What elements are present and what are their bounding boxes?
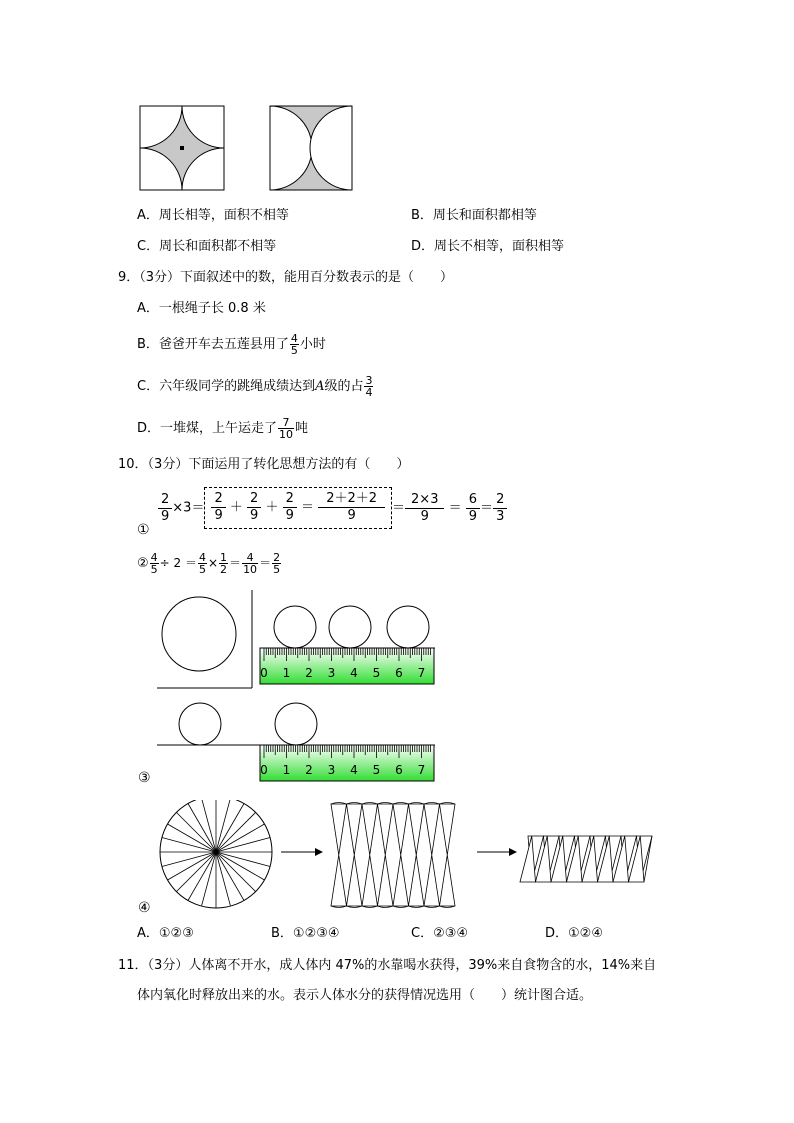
e1-c: [283, 491, 297, 524]
e1-p-den: 9: [420, 508, 429, 524]
sector-piece: [440, 855, 456, 906]
rearranged-sectors-short: [520, 836, 652, 882]
e1-c-den: 9: [285, 508, 294, 523]
sector-piece: [378, 855, 394, 906]
q10-label-3: ③: [138, 770, 151, 786]
e2-c-den: 2: [220, 563, 228, 576]
ruler-label: 1: [282, 763, 291, 777]
q10-label-4: ④: [138, 900, 151, 916]
e2-d-num: 4: [242, 552, 258, 564]
ruler-label: 4: [350, 763, 358, 777]
sector-piece: [362, 804, 378, 855]
q10-figure-3: [150, 588, 442, 788]
ruler-label: 7: [417, 666, 426, 680]
q9-stem: 9．（3分）下面叙述中的数，能用百分数表示的是（ ）: [118, 270, 454, 285]
e1-a: [211, 491, 225, 524]
ruler-label: 0: [260, 666, 268, 680]
e2-c: [219, 552, 228, 575]
e1-p: [405, 492, 444, 525]
e1-a-den: 9: [214, 508, 223, 523]
q10-expr2: [137, 548, 282, 579]
e2-a-num: 4: [150, 551, 158, 564]
e1-c-num: 2: [283, 491, 297, 508]
q11-line-1: 11．（3分）人体离不开水，成人体内 47%的水靠喝水获得，39%来自食物含的水，14%来自: [118, 958, 657, 973]
q8-option-a[interactable]: A．周长相等，面积不相等: [137, 208, 289, 223]
small-circle-3: [387, 606, 429, 648]
ruler-label: 4: [350, 666, 358, 680]
e2-b-den: 5: [198, 563, 206, 576]
e1-eq4: ＝: [480, 500, 494, 516]
e2-eq2: ＝: [259, 556, 272, 570]
sector-piece: [378, 804, 394, 855]
sector-piece: [362, 855, 378, 906]
ruler-label: 5: [372, 666, 381, 680]
q9-d-pre: D．一堆煤，上午运走了: [137, 421, 278, 436]
q9-d-fraction: [278, 417, 294, 440]
q9-c-fraction: [364, 375, 373, 398]
q9-option-a[interactable]: A．一根绳子长 0.8 米: [137, 301, 266, 316]
e1-r-num: 6: [466, 492, 480, 509]
small-circle-1: [274, 606, 316, 648]
e1-b: [247, 491, 261, 524]
small-circle-2: [329, 606, 371, 648]
sector-piece: [331, 855, 347, 906]
q9-d-post: 吨: [295, 421, 309, 436]
ruler-label: 6: [395, 666, 403, 680]
e2-a-den: 5: [150, 563, 158, 576]
ruler-label: 0: [260, 763, 268, 777]
sector-piece: [347, 855, 363, 906]
q10-figure-4: [155, 800, 665, 920]
e2-a: [150, 552, 159, 575]
e2-e: [272, 552, 281, 575]
sector-circle: [160, 800, 272, 908]
q9-c-var: A: [315, 379, 325, 394]
e1-s: [493, 492, 507, 525]
q9-c-den: 4: [365, 386, 373, 399]
q9-option-b[interactable]: [137, 330, 326, 360]
e2-times: ×: [207, 556, 219, 570]
q10-option-b[interactable]: B．①②③④: [271, 926, 340, 941]
ruler-label: 6: [395, 763, 403, 777]
e1-eq1: ＝: [301, 500, 315, 515]
sector-piece: [409, 804, 425, 855]
e1-eq3: ＝: [448, 500, 462, 516]
q10-label-1: ①: [137, 522, 150, 538]
e1-b-den: 9: [250, 508, 259, 523]
e1-f1-den: 9: [161, 508, 170, 524]
q9-b-pre: B．爸爸开车去五莲县用了: [137, 337, 289, 352]
q9-option-d[interactable]: [137, 414, 308, 444]
q8-option-d[interactable]: D．周长不相等，面积相等: [411, 239, 565, 254]
e2-e-den: 5: [273, 563, 281, 576]
sector-piece: [331, 804, 347, 855]
e2-d: [242, 552, 258, 575]
square-with-inner-star-figure: [138, 104, 228, 194]
e1-f1: [158, 492, 172, 525]
sector-piece: [393, 855, 409, 906]
q10-option-a[interactable]: A．①②③: [137, 926, 194, 941]
e1-dashed-box: [204, 487, 392, 529]
ruler-label: 5: [372, 763, 381, 777]
e1-sum-den: 9: [347, 508, 356, 523]
q8-option-c[interactable]: C．周长和面积都不相等: [137, 239, 277, 254]
e2-div: ÷ 2 ＝: [159, 556, 197, 570]
e2-c-num: 1: [220, 551, 228, 564]
e2-d-den: 10: [243, 563, 258, 576]
sector-piece: [393, 804, 409, 855]
e1-sum: [318, 491, 385, 524]
ruler-label: 2: [305, 666, 313, 680]
sector-piece: [440, 804, 456, 855]
q10-option-d[interactable]: D．①②④: [545, 926, 603, 941]
e2-b: [198, 552, 207, 575]
sector-piece: [424, 855, 440, 906]
e1-eq2: ＝: [392, 500, 406, 516]
e2-eq1: ＝: [229, 556, 242, 570]
q10-label-2: ②: [137, 556, 149, 571]
arrow-1-head: [315, 848, 323, 856]
q9-b-fraction: [290, 333, 299, 356]
sector-piece: [409, 855, 425, 906]
large-circle: [162, 597, 236, 671]
q9-c-mid: 级的占: [324, 379, 364, 394]
q9-c-num: 3: [365, 374, 373, 387]
ruler-label: 3: [327, 666, 336, 680]
e2-b-num: 4: [198, 551, 206, 564]
e1-r: [466, 492, 480, 525]
small-circle-4: [179, 703, 221, 745]
ruler-label: 1: [282, 666, 291, 680]
q9-d-den: 10: [279, 428, 294, 441]
e1-times: ×3＝: [172, 500, 205, 516]
q10-option-c[interactable]: C．②③④: [411, 926, 469, 941]
sector-piece: [424, 804, 440, 855]
q10-expr1: [158, 487, 507, 529]
ruler-label: 7: [417, 763, 426, 777]
e1-p-num: 2×3: [405, 492, 444, 509]
q8-option-b[interactable]: B．周长和面积都相等: [411, 208, 537, 223]
arrow-2-head: [509, 848, 517, 856]
ruler-label: 3: [327, 763, 336, 777]
q9-b-num: 4: [290, 332, 298, 345]
q9-c-pre: C．六年级同学的跳绳成绩达到: [137, 379, 316, 394]
sector-piece: [347, 804, 363, 855]
ruler-bottom: [260, 745, 434, 781]
e1-a-num: 2: [211, 491, 225, 508]
e1-s-num: 2: [493, 492, 507, 509]
e1-b-num: 2: [247, 491, 261, 508]
rearranged-sectors-tall: [331, 803, 455, 908]
e1-plus2: ＋: [265, 500, 279, 515]
e1-sum-num: 2＋2＋2: [318, 491, 385, 508]
square-with-semicircles-figure: [268, 104, 356, 194]
q9-b-post: 小时: [299, 337, 326, 352]
q9-d-num: 7: [278, 417, 294, 429]
q9-b-den: 5: [290, 344, 298, 357]
e1-s-den: 3: [496, 508, 505, 524]
small-circle-5: [275, 703, 317, 745]
q11-line-2: 体内氧化时释放出来的水。表示人体水分的获得情况选用（ ）统计图合适。: [137, 988, 593, 1003]
ruler-top: [260, 648, 434, 684]
e1-r-den: 9: [468, 508, 478, 524]
q9-option-c[interactable]: [137, 372, 374, 402]
ruler-label: 2: [305, 763, 313, 777]
q10-stem: 10．（3分）下面运用了转化思想方法的有（ ）: [118, 457, 410, 472]
e2-e-num: 2: [273, 551, 281, 564]
e1-plus1: ＋: [229, 500, 243, 515]
e1-f1-num: 2: [158, 492, 172, 509]
